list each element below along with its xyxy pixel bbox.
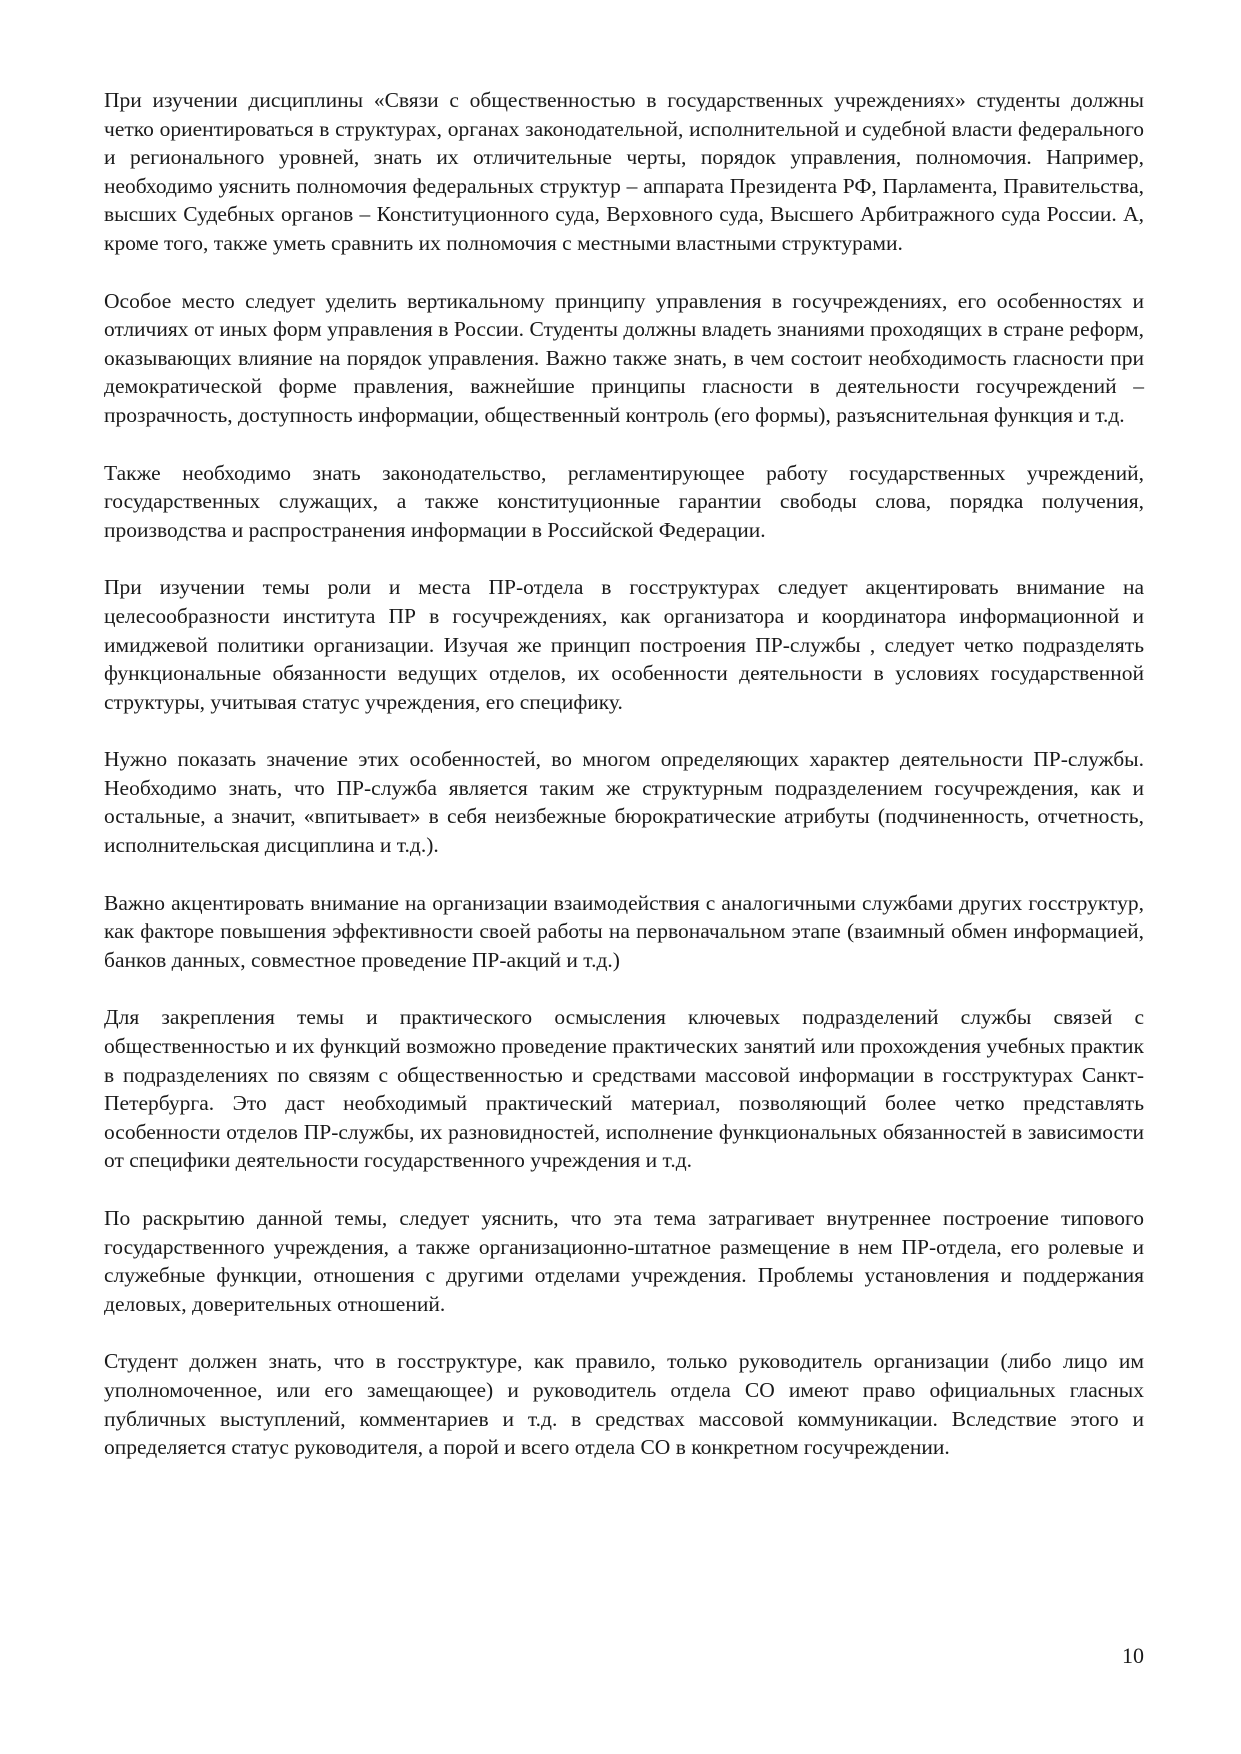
paragraph-8: По раскрытию данной темы, следует уяснить, что эта тема затрагивает внутреннее построение типового государственного учреждения, а также организационно-штатное размещение в нем ПР-отдела, его ролевые и служебные функции, отношения с другими отделами учреждения. Проблемы установления и поддержания деловых, доверительных отношений. xyxy=(104,1206,1144,1316)
paragraph-4: При изучении темы роли и места ПР-отдела в госструктурах следует акцентировать внимание на целесообразности института ПР в госучреждениях, как организатора и координатора информационной и имиджевой политики организации. Изучая же принцип построения ПР-службы , следует четко подразделять функциональные обязанности ведущих отделов, их особенности деятельности в условиях государственной структуры, учитывая статус учреждения, его специфику. xyxy=(104,575,1144,714)
page-number: 10 xyxy=(1122,1643,1144,1668)
paragraph-1: При изучении дисциплины «Связи с общественностью в государственных учреждениях» студенты должны четко ориентироваться в структурах, органах законодательной, исполнительной и судебной власти федерального и регионального уровней, знать их отличительные черты, порядок управления, полномочия. Например, необходимо уяснить полномочия федеральных структур – аппарата Президента РФ, Парламента, Правительства, высших Судебных органов – Конституционного суда, Верховного суда, Высшего Арбитражного суда России. А, кроме того, также уметь сравнить их полномочия с местными властными структурами. xyxy=(104,88,1144,255)
paragraph-6: Важно акцентировать внимание на организации взаимодействия с аналогичными службами других госструктур, как факторе повышения эффективности своей работы на первоначальном этапе (взаимный обмен информацией, банков данных, совместное проведение ПР-акций и т.д.) xyxy=(104,890,1144,972)
document-body xyxy=(104,86,1144,1491)
paragraph-7: Для закрепления темы и практического осмысления ключевых подразделений службы связей с общественностью и их функций возможно проведение практических занятий или прохождения учебных практик в подразделениях по связям с общественностью и средствами массовой информации в госструктурах Санкт-Петербурга. Это даст необходимый практический материал, позволяющий более четко представлять особенности отделов ПР-службы, их разновидностей, исполнение функциональных обязанностей в зависимости от специфики деятельности государственного учреждения и т.д. xyxy=(104,1005,1144,1173)
paragraph-5: Нужно показать значение этих особенностей, во многом определяющих характер деятельности ПР-службы. Необходимо знать, что ПР-служба является таким же структурным подразделением госучреждения, как и остальные, а значит, «впитывает» в себя неизбежные бюрократические атрибуты (подчиненность, отчетность, исполнительская дисциплина и т.д.). xyxy=(104,747,1144,858)
paragraph-9: Студент должен знать, что в госструктуре, как правило, только руководитель организации (либо лицо им уполномоченное, или его замещающее) и руководитель отдела СО имеют право официальных гласных публичных выступлений, комментариев и т.д. в средствах массовой коммуникации. Вследствие этого и определяется статус руководителя, а порой и всего отдела СО в конкретном госучреждении. xyxy=(104,1349,1144,1460)
paragraph-3: Также необходимо знать законодательство, регламентирующее работу государственных учреждений, государственных служащих, а также конституционные гарантии свободы слова, порядка получения, производства и распространения информации в Российской Федерации. xyxy=(104,460,1144,542)
paragraph-2: Особое место следует уделить вертикальному принципу управления в госучреждениях, его особенностях и отличиях от иных форм управления в России. Студенты должны владеть знаниями проходящих в стране реформ, оказывающих влияние на порядок управления. Важно также знать, в чем состоит необходимость гласности при демократической форме правления, важнейшие принципы гласности в деятельности госучреждений – прозрачность, доступность информации, общественный контроль (его формы), разъяснительная функция и т.д. xyxy=(104,288,1144,427)
